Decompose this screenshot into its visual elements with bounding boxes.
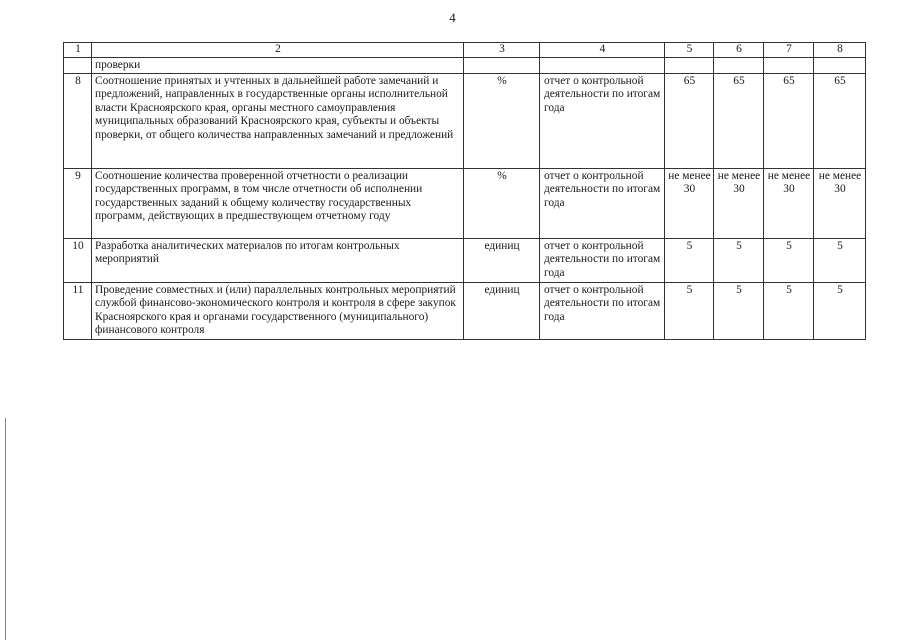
value-cell: не менее 30 bbox=[814, 168, 866, 238]
continuation-text: проверки bbox=[92, 57, 464, 73]
table-row bbox=[64, 73, 866, 168]
value-cell: не менее 30 bbox=[764, 168, 814, 238]
continuation-row bbox=[64, 57, 866, 73]
value-cell: 65 bbox=[665, 73, 714, 168]
source-cell: отчет о контрольной деятельности по итогам года bbox=[540, 168, 665, 238]
page-number: 4 bbox=[449, 10, 456, 25]
value-cell: 5 bbox=[814, 282, 866, 339]
indicator-name: Разработка аналитических материалов по итогам контрольных мероприятий bbox=[92, 238, 464, 282]
header-cell: 8 bbox=[814, 43, 866, 58]
row-number: 9 bbox=[64, 168, 92, 238]
header-cell: 6 bbox=[714, 43, 764, 58]
value-cell: 5 bbox=[714, 238, 764, 282]
indicator-name: Соотношение количества проверенной отчетности о реализации государственных программ, в том числе отчетности об исполнении государственных заданий к общему количеству государственных программ, действующих в предшествующем отчетному году bbox=[92, 168, 464, 238]
header-cell: 1 bbox=[64, 43, 92, 58]
value-cell: 5 bbox=[814, 238, 866, 282]
source-cell: отчет о контрольной деятельности по итогам года bbox=[540, 238, 665, 282]
value-cell: 5 bbox=[764, 282, 814, 339]
row-number: 10 bbox=[64, 238, 92, 282]
source-cell: отчет о контрольной деятельности по итогам года bbox=[540, 73, 665, 168]
unit-cell: % bbox=[464, 73, 540, 168]
scan-edge-line bbox=[5, 418, 6, 640]
row-number: 11 bbox=[64, 282, 92, 339]
row-number: 8 bbox=[64, 73, 92, 168]
value-cell: не менее 30 bbox=[665, 168, 714, 238]
table-row bbox=[64, 168, 866, 238]
indicator-name: Проведение совместных и (или) параллельных контрольных мероприятий службой финансово-экономического контроля и контроля в сфере закупок Красноярского края и органами государственного (муниципального) финансового контроля bbox=[92, 282, 464, 339]
source-cell: отчет о контрольной деятельности по итогам года bbox=[540, 282, 665, 339]
header-cell: 7 bbox=[764, 43, 814, 58]
value-cell: 5 bbox=[714, 282, 764, 339]
value-cell: 5 bbox=[665, 282, 714, 339]
value-cell: 65 bbox=[764, 73, 814, 168]
value-cell: не менее 30 bbox=[714, 168, 764, 238]
header-cell: 3 bbox=[464, 43, 540, 58]
table-row bbox=[64, 238, 866, 282]
value-cell: 5 bbox=[764, 238, 814, 282]
value-cell: 65 bbox=[814, 73, 866, 168]
header-cell: 5 bbox=[665, 43, 714, 58]
value-cell: 5 bbox=[665, 238, 714, 282]
header-row bbox=[64, 43, 866, 58]
indicator-name: Соотношение принятых и учтенных в дальнейшей работе замечаний и предложений, направленных в государственные органы исполнительной власти Красноярского края, органы местного самоуправления муниципальных образований Красноярского края, субъекты и объекты проверки, от общего количества направленных замечаний и предложений bbox=[92, 73, 464, 168]
value-cell: 65 bbox=[714, 73, 764, 168]
unit-cell: % bbox=[464, 168, 540, 238]
header-cell: 2 bbox=[92, 43, 464, 58]
header-cell: 4 bbox=[540, 43, 665, 58]
unit-cell: единиц bbox=[464, 282, 540, 339]
table-row bbox=[64, 282, 866, 339]
unit-cell: единиц bbox=[464, 238, 540, 282]
indicators-table bbox=[63, 42, 866, 340]
